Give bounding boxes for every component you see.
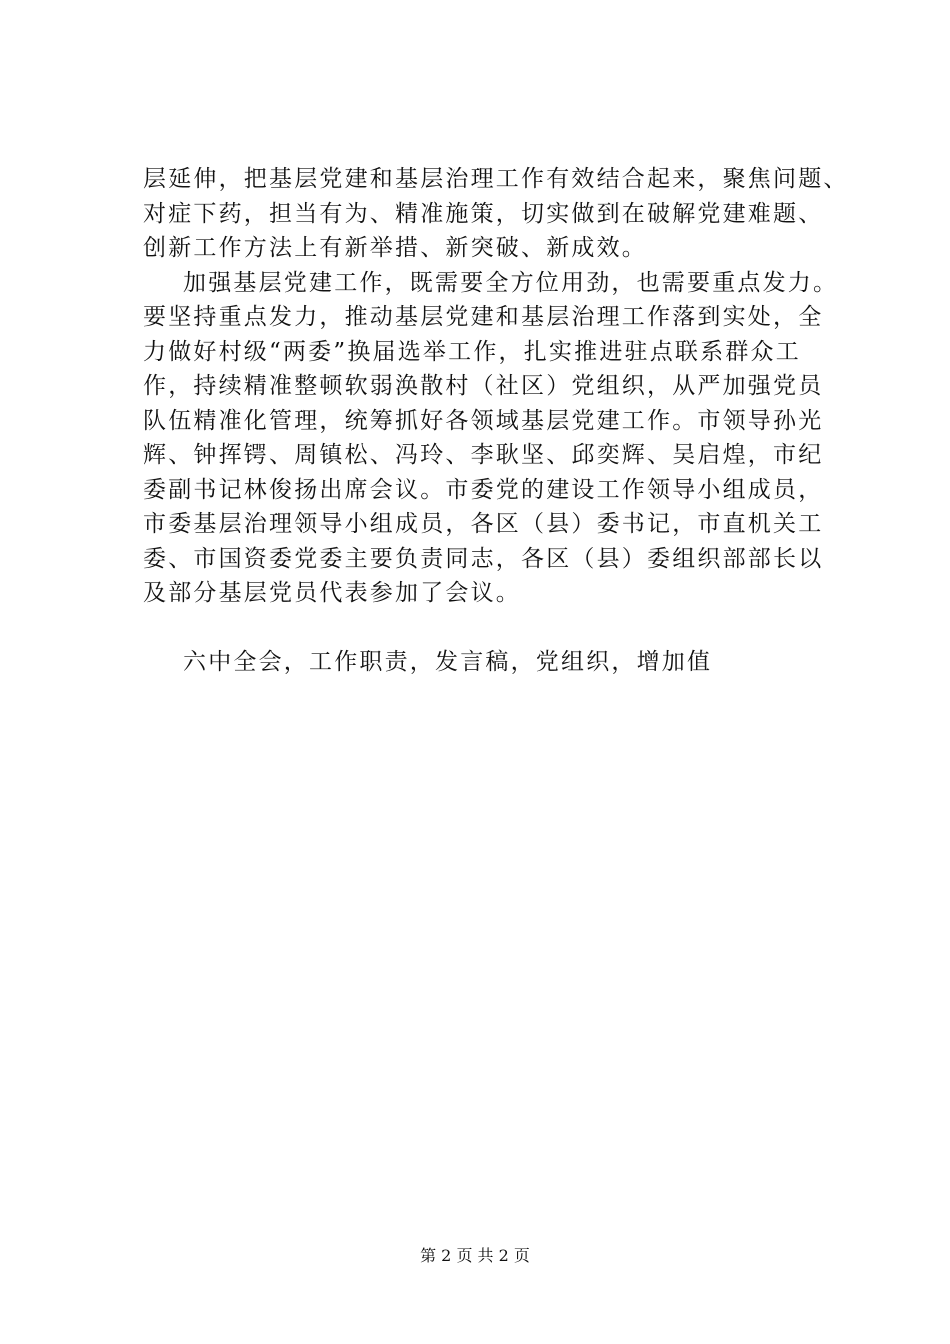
text-line: 委、市国资委党委主要负责同志，各区（县）委组织部部长以 <box>143 545 824 572</box>
paragraph-1 <box>143 162 863 266</box>
text-line: 力做好村级“两委”换届选举工作，扎实推进驻点联系群众工 <box>143 338 801 365</box>
page-footer <box>0 1246 950 1266</box>
text-line: 加强基层党建工作，既需要全方位用劲，也需要重点发力。 <box>183 269 839 296</box>
text-line: 辉、钟挥锷、周镇松、冯玲、李耿坚、邱奕辉、吴启煌，市纪 <box>143 442 824 468</box>
text-line: 对症下药，担当有为、精准施策，切实做到在破解党建难题、 <box>143 200 824 227</box>
text-line: 及部分基层党员代表参加了会议。 <box>143 580 521 606</box>
text-line: 要坚持重点发力，推动基层党建和基层治理工作落到实处，全 <box>143 304 824 330</box>
text-line: 作，持续精准整顿软弱涣散村（社区）党组织，从严加强党员 <box>143 373 824 399</box>
text-line: 层延伸，把基层党建和基层治理工作有效结合起来，聚焦问题、 <box>143 166 849 192</box>
keywords-line: 六中全会，工作职责，发言稿，党组织，增加值 <box>183 649 713 675</box>
text-line: 队伍精准化管理，统筹抓好各领域基层党建工作。市领导孙光 <box>143 407 824 434</box>
page-number-label: 第 2 页 共 2 页 <box>420 1246 530 1265</box>
paragraph-2 <box>143 266 863 646</box>
text-line <box>143 611 863 646</box>
text-line: 创新工作方法上有新举措、新突破、新成效。 <box>143 235 647 261</box>
paragraph-keywords <box>143 645 863 680</box>
document-body <box>143 162 863 680</box>
text-line: 市委基层治理领导小组成员，各区（县）委书记，市直机关工 <box>143 511 824 537</box>
text-line: 委副书记林俊扬出席会议。市委党的建设工作领导小组成员， <box>143 476 824 503</box>
